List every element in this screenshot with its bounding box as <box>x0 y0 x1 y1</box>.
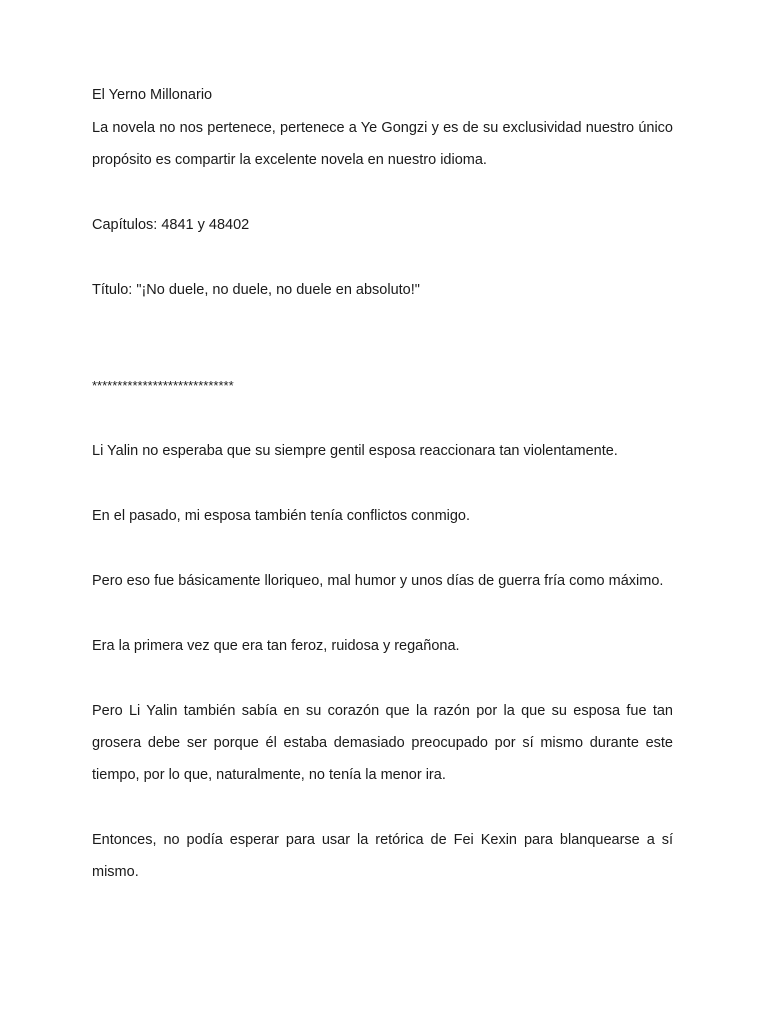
body-paragraph: En el pasado, mi esposa también tenía conflictos conmigo. <box>92 508 471 524</box>
spacer <box>92 597 673 630</box>
body-paragraph: Era la primera vez que era tan feroz, ruidosa y regañona. <box>92 638 460 654</box>
document-heading: El Yerno Millonario <box>92 87 213 103</box>
intro-paragraph: La novela no nos pertenece, pertenece a Ye Gongzi y es de su exclusividad nuestro único propósito es compartir la excelente novela en nuestro idioma. <box>92 120 673 168</box>
spacer <box>92 791 673 824</box>
body-paragraph: Pero eso fue básicamente lloriqueo, mal humor y unos días de guerra fría como máximo. <box>92 573 664 589</box>
separator-line: **************************** <box>92 378 234 393</box>
spacer <box>92 306 673 370</box>
spacer <box>92 532 673 565</box>
spacer <box>92 662 673 695</box>
spacer <box>92 241 673 274</box>
document-body <box>92 84 673 888</box>
body-paragraph: Li Yalin no esperaba que su siempre gentil esposa reaccionara tan violentamente. <box>92 443 618 459</box>
spacer <box>92 402 673 435</box>
body-paragraph: Entonces, no podía esperar para usar la retórica de Fei Kexin para blanquearse a sí mismo. <box>92 832 673 880</box>
body-paragraph: Pero Li Yalin también sabía en su corazón que la razón por la que su esposa fue tan grosera debe ser porque él estaba demasiado preocupado por sí mismo durante este tiempo, por lo que, naturalmente, no tenía la menor ira. <box>92 703 673 783</box>
chapter-title-line: Título: "¡No duele, no duele, no duele en absoluto!" <box>92 282 420 298</box>
spacer <box>92 467 673 500</box>
chapters-line: Capítulos: 4841 y 48402 <box>92 217 250 233</box>
spacer <box>92 176 673 209</box>
